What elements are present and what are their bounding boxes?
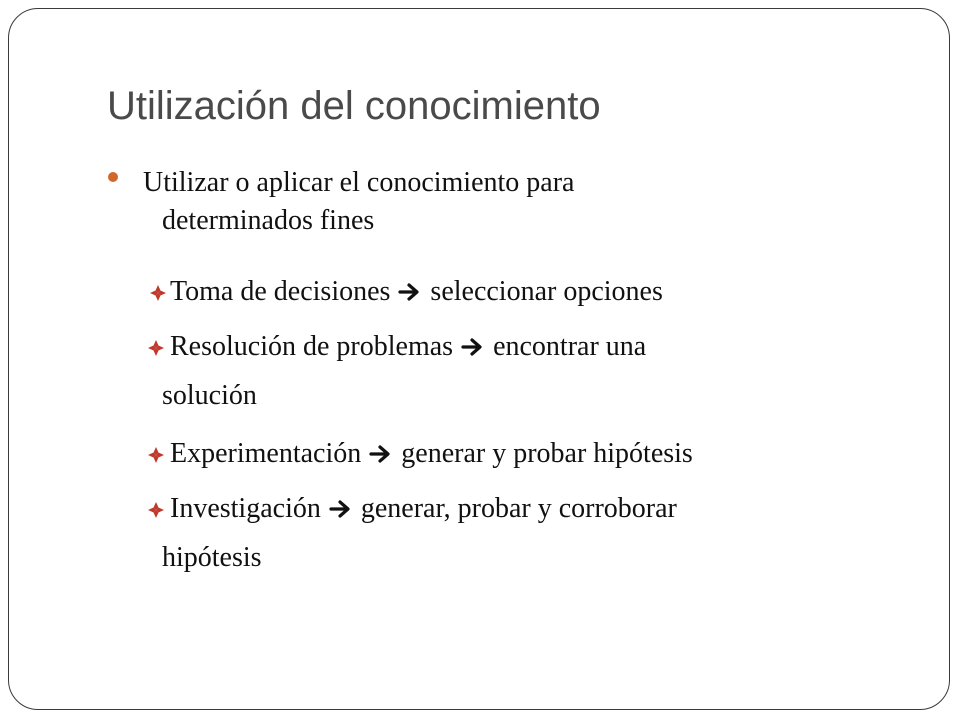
sub-item-text bbox=[170, 438, 693, 470]
right-arrow-icon bbox=[461, 337, 485, 357]
sub-item-tail: encontrar una bbox=[493, 331, 647, 362]
sub-item-continuation: solución bbox=[162, 380, 257, 411]
sub-item-tail: seleccionar opciones bbox=[430, 276, 663, 307]
sub-item-tail: generar y probar hipótesis bbox=[401, 438, 693, 469]
sub-item-text bbox=[170, 276, 663, 308]
right-arrow-icon bbox=[398, 282, 422, 302]
sub-item-lead: Investigación bbox=[170, 493, 321, 524]
diamond-bullet-icon bbox=[150, 285, 166, 301]
diamond-bullet-icon bbox=[148, 340, 164, 356]
diamond-bullet-icon bbox=[148, 502, 164, 518]
sub-item-continuation: hipótesis bbox=[162, 542, 262, 573]
sub-item-lead: Toma de decisiones bbox=[170, 276, 391, 307]
right-arrow-icon bbox=[369, 444, 393, 464]
main-bullet-text bbox=[143, 164, 803, 240]
diamond-bullet-icon bbox=[148, 447, 164, 463]
right-arrow-icon bbox=[329, 499, 353, 519]
slide-title: Utilización del conocimiento bbox=[107, 84, 601, 128]
sub-item-text bbox=[170, 331, 646, 363]
main-bullet-line1: Utilizar o aplicar el conocimiento para bbox=[143, 167, 575, 198]
sub-item-text bbox=[170, 493, 677, 525]
sub-item-tail: generar, probar y corroborar bbox=[360, 493, 677, 524]
sub-item-lead: Resolución de problemas bbox=[170, 331, 454, 362]
dot-bullet-icon bbox=[108, 172, 118, 182]
main-bullet-line2: determinados fines bbox=[162, 205, 375, 236]
sub-item-lead: Experimentación bbox=[170, 438, 362, 469]
